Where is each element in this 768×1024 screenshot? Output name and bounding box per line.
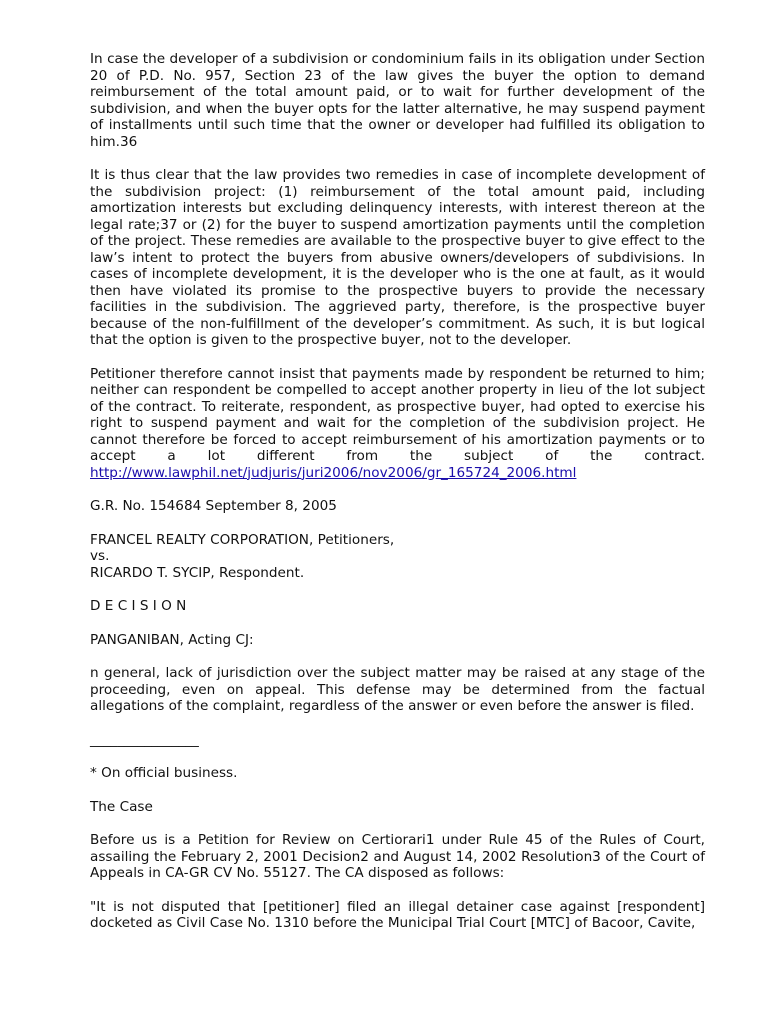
ponente-line: PANGANIBAN, Acting CJ: bbox=[90, 631, 254, 648]
paragraph-jurisdiction: n general, lack of jurisdiction over the subject matter may be raised at any stage of the proceeding, even on appeal. This defense may be determined from the factual allegations of the complaint, regardless of the answer or even before the answer is filed. bbox=[90, 665, 705, 714]
paragraph-remedies-intro: In case the developer of a subdivision or condominium fails in its obligation under Section 20 of P.D. No. 957, Section 23 of the law gives the buyer the option to demand reimbursement of the total amount paid, or to wait for further development of the subdivision, and when the buyer opts for the latter alternative, he may suspend payment of installments until such time that the owner or developer had fulfilled its obligation to him.36 bbox=[90, 51, 705, 150]
paragraph-quoted-facts: "It is not disputed that [petitioner] filed an illegal detainer case against [respondent] docketed as Civil Case No. 1310 before the Municipal Trial Court [MTC] of Bacoor, Cavite, bbox=[90, 898, 705, 931]
decision-heading: D E C I S I O N bbox=[90, 598, 187, 614]
paragraph-petitioner-text: Petitioner therefore cannot insist that payments made by respondent be returned to him; neither can respondent be compelled to accept another property in lieu of the lot subject of the contract. To reiterate, respondent, as prospective buyer, had opted to exercise his right to suspend payment and wait for the completion of the subdivision project. He cannot therefore be forced to accept reimbursement of his amortization payments or to accept a lot different from the subject of the contract. bbox=[90, 365, 705, 464]
versus-label: vs. bbox=[90, 548, 110, 564]
document-page bbox=[90, 51, 705, 949]
paragraph-petition-for-review: Before us is a Petition for Review on Certiorari1 under Rule 45 of the Rules of Court, assailing the February 2, 2001 Decision2 and August 14, 2002 Resolution3 of the Court of Appeals in CA-GR CV No. 55127. The CA disposed as follows: bbox=[90, 832, 705, 881]
footnote-rule: ________________ bbox=[90, 731, 199, 748]
paragraph-petitioner-cannot-insist bbox=[90, 366, 705, 482]
footnote-official-business: * On official business. bbox=[90, 765, 238, 781]
case-number: G.R. No. 154684 September 8, 2005 bbox=[90, 498, 337, 514]
section-heading-the-case: The Case bbox=[90, 798, 153, 815]
paragraph-two-remedies: It is thus clear that the law provides two remedies in case of incomplete development of the subdivision project: (1) reimbursement of the total amount paid, including amortization interests but excluding delinquency interests, with interest thereon at the legal rate;37 or (2) for the buyer to suspend amortization payments until the completion of the project. These remedies are available to the prospective buyer to give effect to the law’s intent to protect the buyers from abusive owners/developers of subdivisions. In cases of incomplete development, it is the developer who is the one at fault, as it would then have violated its promise to the prospective buyers to provide the necessary facilities in the subdivision. The aggrieved party, therefore, is the prospective buyer because of the non-fulfillment of the developer’s commitment. As such, it is but logical that the option is given to the prospective buyer, not to the developer. bbox=[90, 167, 705, 348]
lawphil-source-link[interactable]: http://www.lawphil.net/judjuris/juri2006/nov2006/gr_165724_2006.html bbox=[90, 464, 577, 481]
case-parties bbox=[90, 532, 705, 582]
petitioner-name: FRANCEL REALTY CORPORATION, Petitioners, bbox=[90, 531, 395, 548]
respondent-name: RICARDO T. SYCIP, Respondent. bbox=[90, 564, 305, 581]
